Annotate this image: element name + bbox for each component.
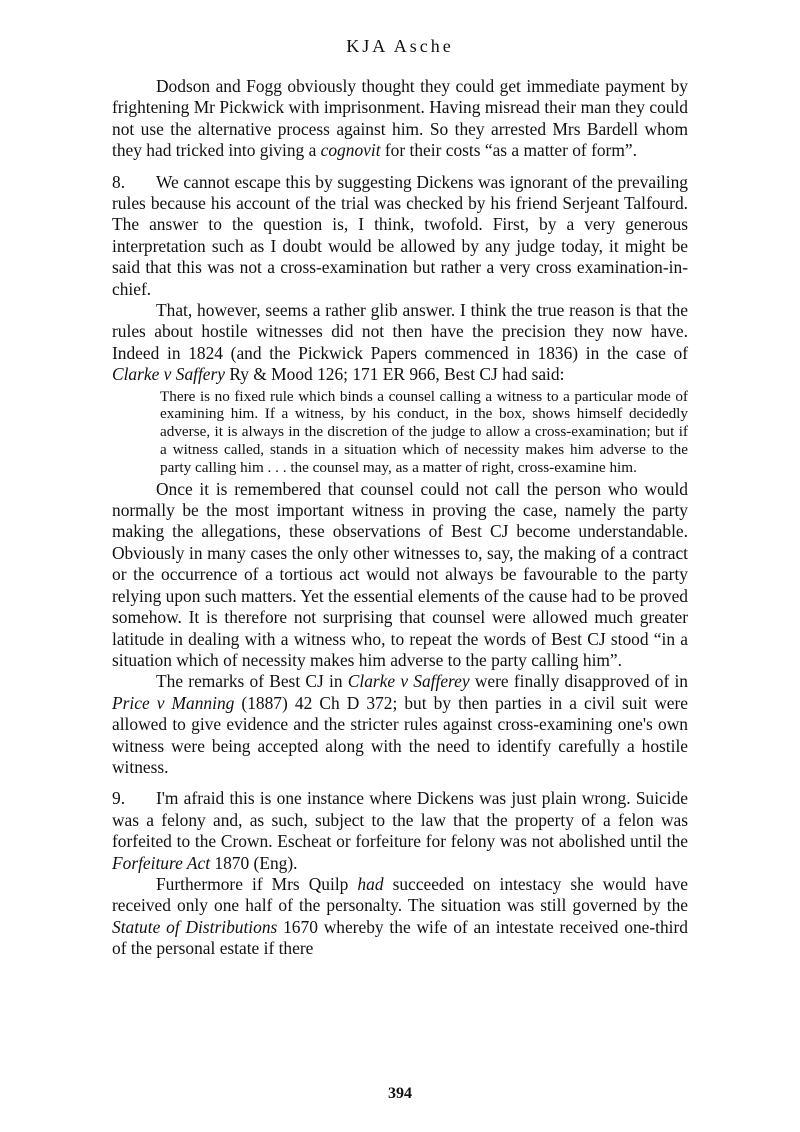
italic-term: cognovit [320, 140, 381, 161]
note-number: 8. [112, 171, 126, 192]
paragraph-9 [112, 788, 688, 874]
paragraph-text: The remarks of Best CJ in [156, 671, 348, 692]
paragraph-3 [112, 300, 688, 386]
statute-name: Forfeiture Act [112, 852, 211, 873]
paragraph-text: succeeded on intestacy she would have received only one half of the personalty. The situation was still governed by the [112, 873, 688, 916]
paragraph-8 [112, 172, 688, 300]
paragraph-text: That, however, seems a rather glib answer. I think the true reason is that the rules about hostile witnesses did not then have the precision they now have. Indeed in 1824 (and the Pickwick Papers commenced in 1836) in the case of [112, 300, 688, 363]
paragraph-1 [112, 76, 688, 162]
paragraph-4: Once it is remembered that counsel could not call the person who would normally be the most important witness in proving the case, namely the party making the allegations, these observations of Best CJ become understandable. Obviously in many cases the only other witnesses to, say, the making of a contract or the occurrence of a tortious act would not always be favourable to the party relying upon such matters. Yet the essential elements of the cause had to be proved somehow. It is therefore not surprising that counsel were allowed much greater latitude in dealing with a witness who, to repeat the words of Best CJ stood “in a situation which of necessity makes him adverse to the party calling him”. [112, 478, 688, 670]
paragraph-5 [112, 671, 688, 778]
paragraph-text: I'm afraid this is one instance where Dickens was just plain wrong. Suicide was a felony and, as such, subject to the law that the property of a felon was forfeited to the Crown. Escheat or forfeiture for felony was not abolished until the [112, 788, 688, 852]
note-number: 9. [112, 788, 126, 809]
page-number: 394 [388, 1085, 412, 1102]
case-name: Price v Manning [112, 692, 235, 713]
emphasis: had [357, 873, 384, 894]
paragraph-text: 1670 whereby the wife of an intestate received one-third of the personal estate if there [112, 916, 688, 959]
paragraph-7 [112, 874, 688, 960]
case-name: Clarke v Saffery [112, 364, 226, 385]
paragraph-text: Ry & Mood 126; 171 ER 966, Best CJ had said: [225, 364, 565, 385]
paragraph-text: (1887) 42 Ch D 372; but by then parties in a civil suit were allowed to give evidence and the stricter rules against cross-examining one's own witness were being accepted along with the need to identify carefully a hostile witness. [112, 692, 688, 777]
body-text [112, 76, 688, 960]
paragraph-text: Furthermore if Mrs Quilp [156, 873, 358, 894]
paragraph-text: for their costs “as a matter of form”. [380, 140, 637, 161]
running-head: KJA Asche [346, 36, 454, 56]
paragraph-text: Dodson and Fogg obviously thought they could get immediate payment by frightening Mr Pickwick with imprisonment. Having misread their man they could not use the alternative process against him. So they arrested Mrs Bardell whom they had tricked into giving a [112, 76, 688, 161]
paragraph-text: 1870 (Eng). [210, 852, 298, 873]
statute-name: Statute of Distributions [112, 916, 278, 937]
case-name: Clarke v Safferey [347, 671, 470, 692]
paragraph-text: were finally disapproved of in [469, 671, 688, 692]
paragraph-text: We cannot escape this by suggesting Dickens was ignorant of the prevailing rules because his account of the trial was checked by his friend Serjeant Talfourd. The answer to the question is, I think, twofold. First, by a very generous interpretation such as I doubt would be allowed by any judge today, it might be said that this was not a cross-examination but rather a very cross examination-in-chief. [112, 171, 688, 299]
block-quote: There is no fixed rule which binds a counsel calling a witness to a particular mode of examining him. If a witness, by his conduct, in the box, shows himself decidedly adverse, it is always in the discretion of the judge to allow a cross-examination; but if a witness called, stands in a situation which of necessity makes him adverse to the party calling him . . . the counsel may, as a matter of right, cross-examine him. [160, 387, 688, 476]
